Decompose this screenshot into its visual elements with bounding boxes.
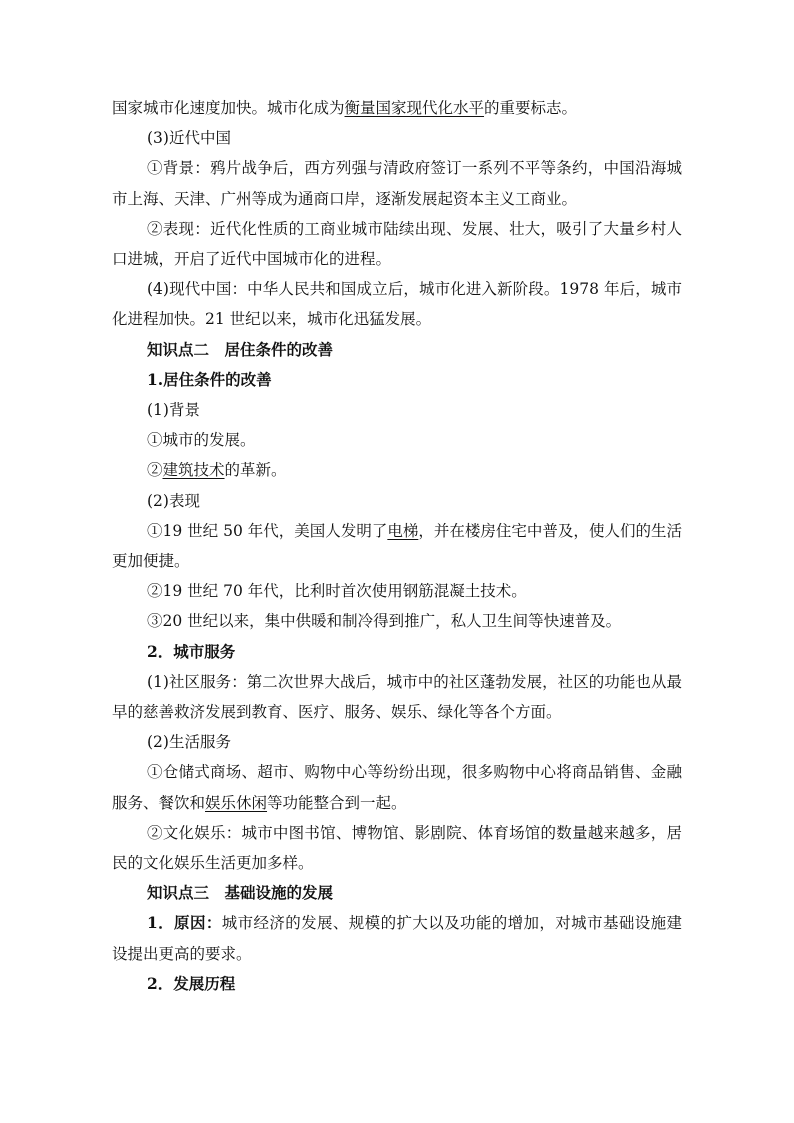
section-heading-2: 知识点二 居住条件的改善: [147, 339, 334, 359]
text: 国家城市化速度加快。城市化成为: [112, 99, 345, 117]
item-city-development: ①城市的发展。: [147, 431, 256, 450]
subheading-modern-china: (3)近代中国: [147, 129, 231, 148]
text: 的革新。: [224, 461, 287, 480]
text: ①19 世纪 50 年代，美国人发明了: [147, 521, 388, 540]
underlined-term: 电梯: [387, 521, 419, 540]
paragraph-background: ①背景：鸦片战争后，西方列强与清政府签订一系列不平等条约，中国沿海城市上海、天津、广州等成为通商口岸，逐渐发展起资本主义工商业。: [112, 159, 682, 208]
subsection-heading-services: 2．城市服务: [147, 641, 236, 661]
subsection-heading-history: 2．发展历程: [147, 973, 236, 993]
paragraph-reason: [112, 908, 682, 968]
item-building-tech: [112, 455, 682, 485]
underlined-term: 建筑技术: [162, 461, 225, 480]
paragraph-shopping: [112, 757, 682, 817]
item-background: (1)背景: [147, 401, 200, 420]
text: ①仓储式商场、超市、购物中心等纷纷出现，很多购物中心将商品销售、金融服务、餐饮和: [112, 763, 682, 812]
item-manifestation: (2)表现: [147, 491, 200, 510]
paragraph-manifestation: ②表现：近代化性质的工商业城市陆续出现、发展、壮大，吸引了大量乡村人口进城，开启了近代中国城市化的进程。: [112, 219, 682, 269]
text: 城市经济的发展、规模的扩大以及功能的增加，对城市基础设施建设提出更高的要求。: [112, 914, 682, 963]
paragraph-culture: ②文化娱乐：城市中图书馆、博物馆、影剧院、体育场馆的数量越来越多，居民的文化娱乐生活更加多样。: [112, 823, 682, 873]
document-page: [112, 93, 682, 999]
paragraph-contemporary-china: (4)现代中国：中华人民共和国成立后，城市化进入新阶段。1978 年后，城市化进程加快。21 世纪以来，城市化迅猛发展。: [112, 280, 682, 329]
underlined-term: 衡量国家现代化水平: [344, 99, 485, 117]
text: 的重要标志。: [484, 99, 578, 117]
paragraph-urbanization-sign: [112, 93, 682, 123]
subsection-heading-living: 1.居住条件的改善: [147, 369, 272, 389]
paragraph-concrete: ②19 世纪 70 年代，比利时首次使用钢筋混凝土技术。: [147, 582, 527, 601]
section-heading-3: 知识点三 基础设施的发展: [147, 883, 334, 903]
text: ②: [147, 461, 163, 480]
underlined-term: 娱乐休闲: [205, 793, 268, 812]
paragraph-heating: ③20 世纪以来，集中供暖和制冷得到推广，私人卫生间等快速普及。: [147, 612, 622, 631]
paragraph-elevator: [112, 516, 682, 576]
label: 1．原因：: [147, 913, 222, 933]
text: ，并在楼房住宅中普及，使人们的生活更加便捷。: [112, 521, 682, 571]
paragraph-community-services: (1)社区服务：第二次世界大战后，城市中的社区蓬勃发展，社区的功能也从最早的慈善救济发展到教育、医疗、服务、娱乐、绿化等各个方面。: [112, 672, 682, 722]
item-life-services: (2)生活服务: [147, 733, 231, 752]
text: 等功能整合到一起。: [267, 793, 407, 812]
